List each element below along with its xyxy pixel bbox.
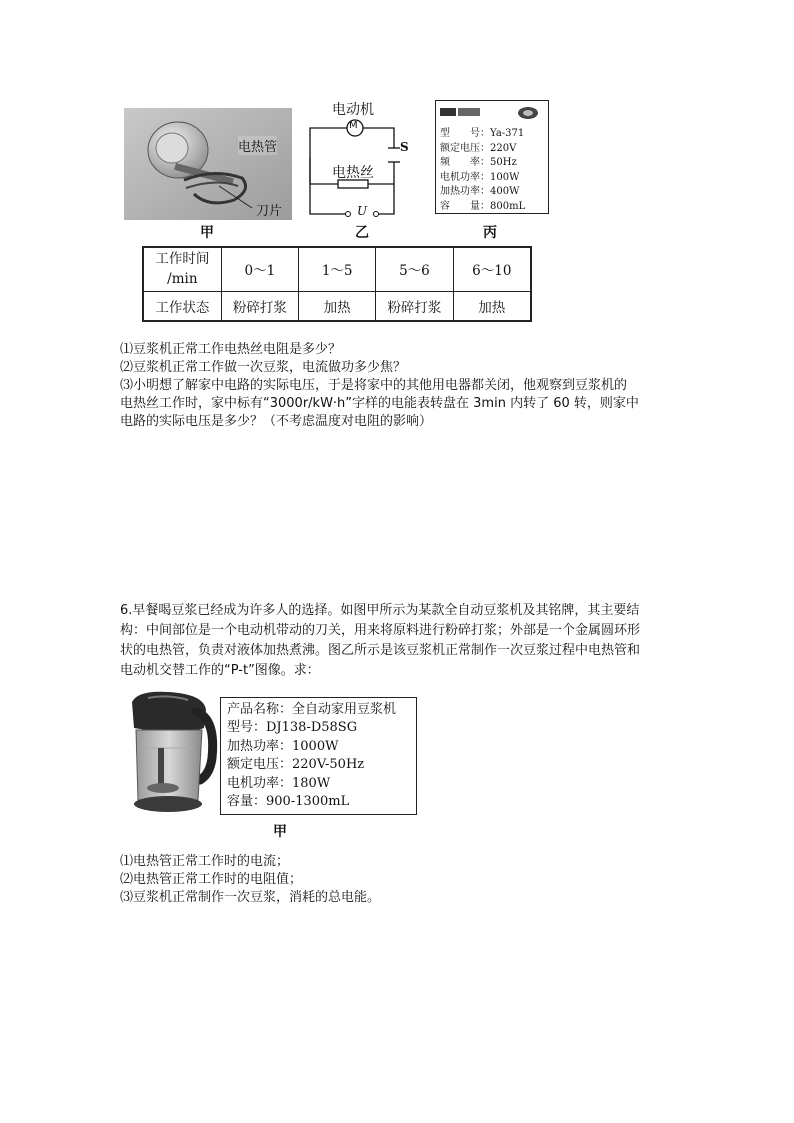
question-line: 状的电热管，负责对液体加热煮沸。图乙所示是该豆浆机正常制作一次豆浆过程中电热管和 — [120, 643, 641, 658]
spec-line: 电机功率：180W — [227, 775, 331, 791]
wire-label: 电热丝 — [332, 165, 374, 181]
table-cell: 1～5 — [299, 247, 376, 291]
question-line: ⑴电热管正常工作时的电流； — [120, 854, 290, 869]
table-row — [143, 247, 531, 291]
question-line: ⑶豆浆机正常制作一次豆浆，消耗的总电能。 — [120, 890, 381, 905]
question-1-block — [120, 341, 639, 431]
figure-jia-caption: 甲 — [200, 225, 214, 241]
spec-line: 产品名称：全自动家用豆浆机 — [227, 702, 397, 717]
soymilk-maker-photo — [118, 688, 218, 816]
nameplate-row: 型 号：Ya-371 — [440, 128, 525, 139]
spec-line: 型号：DJ138-D58SG — [227, 720, 358, 736]
question-line: ⑴豆浆机正常工作电热丝电阻是多少？ — [120, 342, 342, 357]
spec-line: 额定电压：220V-50Hz — [227, 757, 365, 773]
motor-label: 电动机 — [332, 102, 374, 118]
soymilk-spec-plate — [220, 697, 417, 815]
figure-jia-photo — [124, 108, 292, 220]
table-row — [143, 291, 531, 321]
figure-yi-circuit — [292, 100, 432, 222]
nameplate-row: 加热功率：400W — [440, 186, 520, 197]
table-cell: 加热 — [299, 291, 376, 321]
table-header-state: 工作状态 — [143, 291, 221, 321]
voltage-label: U — [357, 204, 368, 218]
schedule-table — [142, 246, 532, 322]
question-line: 构：中间部位是一个电动机带动的刀关，用来将原料进行粉碎打浆；外部是一个金属圆环形 — [120, 623, 641, 638]
question-6-block — [120, 601, 640, 681]
nameplate-logo-strip — [440, 105, 542, 121]
figure-bing-caption: 丙 — [483, 225, 497, 241]
question-line: 电路的实际电压是多少？（不考虑温度对电阻的影响） — [120, 414, 433, 429]
question-line: ⑶小明想了解家中电路的实际电压，于是将家中的其他用电器都关闭，他观察到豆浆机的 — [120, 378, 628, 393]
figure-yi-caption: 乙 — [355, 225, 369, 241]
nameplate-row: 频 率：50Hz — [440, 157, 517, 168]
nameplate-row: 电机功率：100W — [440, 171, 520, 183]
question-line: ⑵豆浆机正常工作做一次豆浆，电流做功多少焦？ — [120, 360, 407, 375]
blade-label: 刀片 — [256, 204, 283, 219]
question-line: 电动机交替工作的“P-t”图像。求： — [120, 663, 320, 678]
switch-label: S — [400, 140, 409, 154]
motor-symbol: M — [349, 120, 358, 131]
table-cell: 6～10 — [453, 247, 531, 291]
nameplate-row: 额定电压：220V — [440, 142, 517, 154]
figure-bing-nameplate — [435, 100, 549, 214]
table-header-time: 工作时间 /min — [143, 247, 221, 291]
table-cell: 粉碎打浆 — [221, 291, 298, 321]
heater-label: 电热管 — [238, 136, 277, 155]
figure2-caption: 甲 — [273, 824, 287, 840]
table-cell: 5～6 — [376, 247, 453, 291]
table-cell: 0～1 — [221, 247, 298, 291]
question-line: ⑵电热管正常工作时的电阻值； — [120, 872, 303, 887]
table-cell: 加热 — [453, 291, 531, 321]
question-6-subquestions — [120, 853, 380, 907]
table-cell: 粉碎打浆 — [376, 291, 453, 321]
question-line: 电热丝工作时，家中标有“3000r/kW·h”字样的电能表转盘在 3min 内转了 60 转，则家中 — [120, 396, 639, 411]
spec-line: 加热功率：1000W — [227, 738, 339, 754]
nameplate-row: 容 量：800mL — [440, 200, 526, 212]
question-line: 6.早餐喝豆浆已经成为许多人的选择。如图甲所示为某款全自动豆浆机及其铭牌，其主要结 — [120, 603, 640, 618]
spec-line: 容量：900-1300mL — [227, 794, 350, 810]
